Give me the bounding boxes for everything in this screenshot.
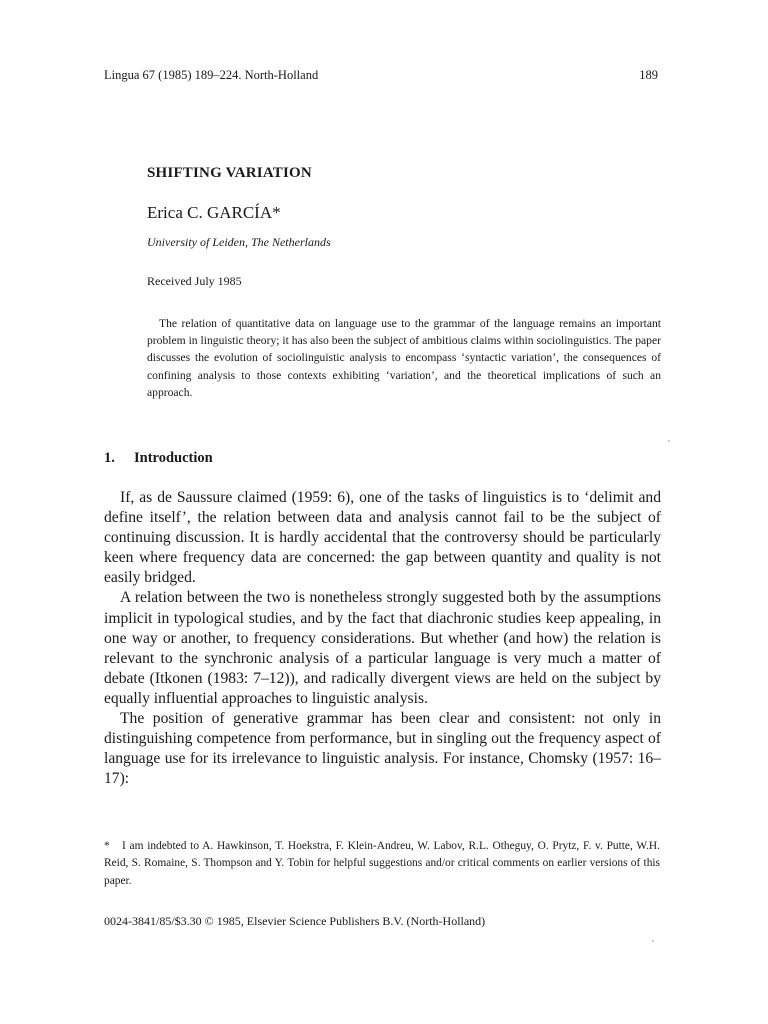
footnote: [104, 838, 660, 890]
section-number: 1.: [104, 450, 115, 466]
scan-speck: [652, 940, 654, 942]
author-affiliation: University of Leiden, The Netherlands: [147, 235, 331, 249]
footnote-marker: *: [104, 840, 110, 852]
scan-speck: [668, 440, 670, 442]
body-paragraph: The position of generative grammar has been clear and consistent: not only in distinguishing competence from performance, but in singling out the frequency aspect of language use for its irrelevance to linguistic analysis. For instance, Chomsky (1957: 16–17):: [104, 710, 661, 788]
body-text: [104, 488, 661, 789]
footnote-text: I am indebted to A. Hawkinson, T. Hoekstra, F. Klein-Andreu, W. Labov, R.L. Otheguy, O. Prytz, F. v. Putte, W.H. Reid, S. Romaine, S. Thompson and Y. Tobin for helpful suggestions and/or critical comments on earlier versions of this paper.: [104, 840, 660, 887]
received-date: Received July 1985: [147, 274, 242, 288]
body-paragraph: A relation between the two is nonetheless strongly suggested both by the assumptions implicit in typological studies, and by the fact that diachronic studies keep appealing, in one way or another, to frequency considerations. But whether (and how) the relation is relevant to the synchronic analysis of a particular language is very much a matter of debate (Itkonen (1983: 7–12)), and radically divergent views are held on the subject by equally influential approaches to linguistic analysis.: [104, 589, 661, 707]
section-title: Introduction: [134, 450, 213, 466]
body-paragraph: If, as de Saussure claimed (1959: 6), one of the tasks of linguistics is to ‘delimit and define itself’, the relation between data and analysis cannot fail to be the subject of continuing discussion. It is hardly accidental that the controversy should be particularly keen where frequency data are concerned: the gap between quantity and quality is not easily bridged.: [104, 489, 661, 587]
author-name: Erica C. GARCÍA*: [147, 203, 281, 222]
page-number: 189: [639, 68, 658, 82]
abstract: The relation of quantitative data on language use to the grammar of the language remains an important problem in linguistic theory; it has also been the subject of ambitious claims within sociolinguistics. The paper discusses the evolution of sociolinguistic analysis to encompass ‘syntactic variation’, the consequences of confining analysis to those contexts exhibiting ‘variation’, and the theoretical implications of such an approach.: [147, 317, 661, 399]
section-heading: [104, 450, 213, 467]
journal-citation: Lingua 67 (1985) 189–224. North-Holland: [104, 68, 319, 82]
copyright-line: 0024-3841/85/$3.30 © 1985, Elsevier Science Publishers B.V. (North-Holland): [104, 914, 486, 928]
article-title: SHIFTING VARIATION: [147, 165, 312, 181]
